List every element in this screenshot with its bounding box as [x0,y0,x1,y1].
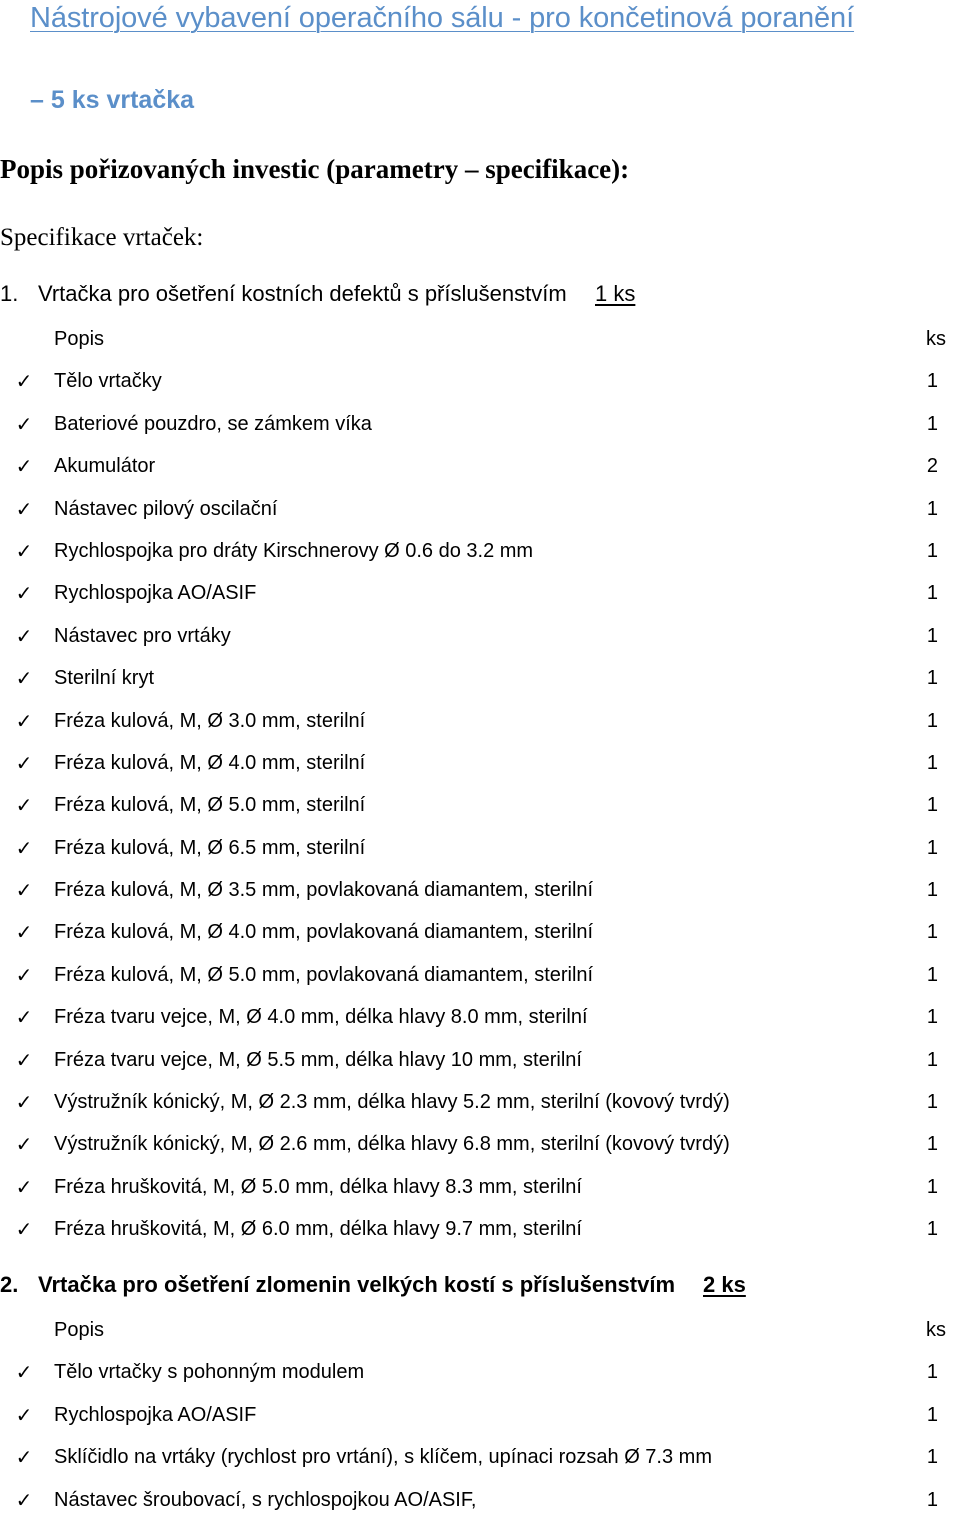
list-item [0,445,960,487]
item-description: Výstružník kónický, M, Ø 2.6 mm, délka hlavy 6.8 mm, sterilní (kovový tvrdý) [54,1133,730,1156]
checkmark-icon: ✓ [15,1047,33,1072]
list-item [0,615,960,657]
item-count: 1 [926,1048,938,1071]
item-description: Fréza tvaru vejce, M, Ø 4.0 mm, délka hlavy 8.0 mm, sterilní [54,1006,588,1029]
item-description: Fréza hruškovitá, M, Ø 6.0 mm, délka hlavy 9.7 mm, sterilní [54,1218,582,1241]
item-description: Fréza kulová, M, Ø 6.5 mm, sterilní [54,836,366,859]
item-description: Nástavec šroubovací, s rychlospojkou AO/ASIF, [54,1488,477,1511]
list-item [0,657,960,699]
column-header-count: ks [926,1319,946,1341]
checkmark-icon: ✓ [15,708,33,733]
item-count: 1 [926,921,938,944]
section-number: 2. [0,1272,19,1297]
checkmark-icon: ✓ [15,1360,33,1385]
checkmark-icon: ✓ [15,1217,33,1242]
item-description: Tělo vrtačky [54,370,162,393]
checkmark-icon: ✓ [15,1090,33,1115]
item-count: 1 [926,624,938,647]
checkmark-icon: ✓ [15,1005,33,1030]
item-count: 1 [926,1488,938,1511]
item-count: 1 [926,1091,938,1114]
table-header-row [0,318,960,360]
list-item [0,1081,960,1123]
item-count: 1 [926,412,938,435]
list-item [0,360,960,402]
list-item [0,1166,960,1208]
list-item [0,954,960,996]
item-count: 1 [926,963,938,986]
list-item [0,1351,960,1393]
list-item [0,827,960,869]
list-item [0,488,960,530]
item-count: 1 [926,1403,938,1426]
item-description: Rychlospojka AO/ASIF [54,582,257,605]
item-description: Sterilní kryt [54,667,155,690]
item-description: Sklíčidlo na vrtáky (rychlost pro vrtání), s klíčem, upínaci rozsah Ø 7.3 mm [54,1446,712,1469]
checkmark-icon: ✓ [15,878,33,903]
list-item [0,1208,960,1250]
section-name: Vrtačka pro ošetření kostních defektů s příslušenstvím [38,281,567,306]
item-description: Fréza kulová, M, Ø 5.0 mm, sterilní [54,794,366,817]
item-count: 1 [926,1361,938,1384]
item-description: Bateriové pouzdro, se zámkem víka [54,412,372,435]
list-item [0,403,960,445]
item-count: 1 [926,836,938,859]
item-description: Nástavec pro vrtáky [54,624,231,647]
document-title: Nástrojové vybavení operačního sálu - pro končetinová poranění [30,2,855,34]
list-item [0,700,960,742]
item-count: 2 [926,455,938,478]
section-name: Vrtačka pro ošetření zlomenin velkých kostí s příslušenstvím [38,1272,676,1297]
checkmark-icon: ✓ [15,1487,33,1512]
item-description: Rychlospojka AO/ASIF [54,1403,257,1426]
item-description: Fréza kulová, M, Ø 4.0 mm, sterilní [54,751,366,774]
column-header-desc: Popis [54,328,105,350]
checkmark-icon: ✓ [15,1174,33,1199]
item-count: 1 [926,1446,938,1469]
item-count: 1 [926,497,938,520]
item-description: Fréza kulová, M, Ø 3.5 mm, povlakovaná diamantem, sterilní [54,879,594,902]
item-count: 1 [926,709,938,732]
item-description: Tělo vrtačky s pohonným modulem [54,1361,365,1384]
list-item [0,1039,960,1081]
list-item [0,996,960,1038]
checkmark-icon: ✓ [15,1132,33,1157]
list-item [0,1436,960,1478]
list-item [0,911,960,953]
item-count: 1 [926,1006,938,1029]
item-count: 1 [926,1175,938,1198]
investment-heading: Popis pořizovaných investic (parametry – specifikace): [0,154,630,184]
checkmark-icon: ✓ [15,369,33,394]
section-1-items-table [0,318,960,1251]
spec-label: Specifikace vrtaček: [0,224,204,251]
section-quantity: 1 ks [595,281,636,306]
item-count: 1 [926,751,938,774]
checkmark-icon: ✓ [15,1445,33,1470]
section-2-items-table [0,1309,960,1521]
checkmark-icon: ✓ [15,496,33,521]
list-item [0,742,960,784]
checkmark-icon: ✓ [15,750,33,775]
table-header-row [0,1309,960,1351]
section-quantity: 2 ks [703,1272,746,1297]
item-description: Fréza kulová, M, Ø 5.0 mm, povlakovaná diamantem, sterilní [54,963,594,986]
checkmark-icon: ✓ [15,920,33,945]
list-item [0,530,960,572]
column-header-desc: Popis [54,1319,105,1341]
item-count: 1 [926,879,938,902]
item-count: 1 [926,539,938,562]
checkmark-icon: ✓ [15,581,33,606]
item-description: Fréza kulová, M, Ø 4.0 mm, povlakovaná diamantem, sterilní [54,921,594,944]
item-description: Fréza tvaru vejce, M, Ø 5.5 mm, délka hlavy 10 mm, sterilní [54,1048,582,1071]
checkmark-icon: ✓ [15,1402,33,1427]
list-item [0,869,960,911]
item-description: Rychlospojka pro dráty Kirschnerovy Ø 0.6 do 3.2 mm [54,539,534,562]
list-item [0,572,960,614]
item-description: Výstružník kónický, M, Ø 2.3 mm, délka hlavy 5.2 mm, sterilní (kovový tvrdý) [54,1091,730,1114]
item-count: 1 [926,667,938,690]
list-item [0,784,960,826]
item-description: Fréza hruškovitá, M, Ø 5.0 mm, délka hlavy 8.3 mm, sterilní [54,1175,582,1198]
checkmark-icon: ✓ [15,411,33,436]
item-count: 1 [926,794,938,817]
item-count: 1 [926,370,938,393]
checkmark-icon: ✓ [15,623,33,648]
item-count: 1 [926,1218,938,1241]
list-item [0,1479,960,1521]
checkmark-icon: ✓ [15,538,33,563]
checkmark-icon: ✓ [15,666,33,691]
checkmark-icon: ✓ [15,454,33,479]
checkmark-icon: ✓ [15,793,33,818]
item-count: 1 [926,1133,938,1156]
list-item [0,1394,960,1436]
item-description: Fréza kulová, M, Ø 3.0 mm, sterilní [54,709,366,732]
document-subtitle: – 5 ks vrtačka [30,86,195,114]
list-item [0,1123,960,1165]
item-description: Nástavec pilový oscilační [54,497,278,520]
item-description: Akumulátor [54,455,156,478]
section-number: 1. [0,281,19,306]
checkmark-icon: ✓ [15,835,33,860]
item-count: 1 [926,582,938,605]
checkmark-icon: ✓ [15,962,33,987]
column-header-count: ks [926,328,946,350]
